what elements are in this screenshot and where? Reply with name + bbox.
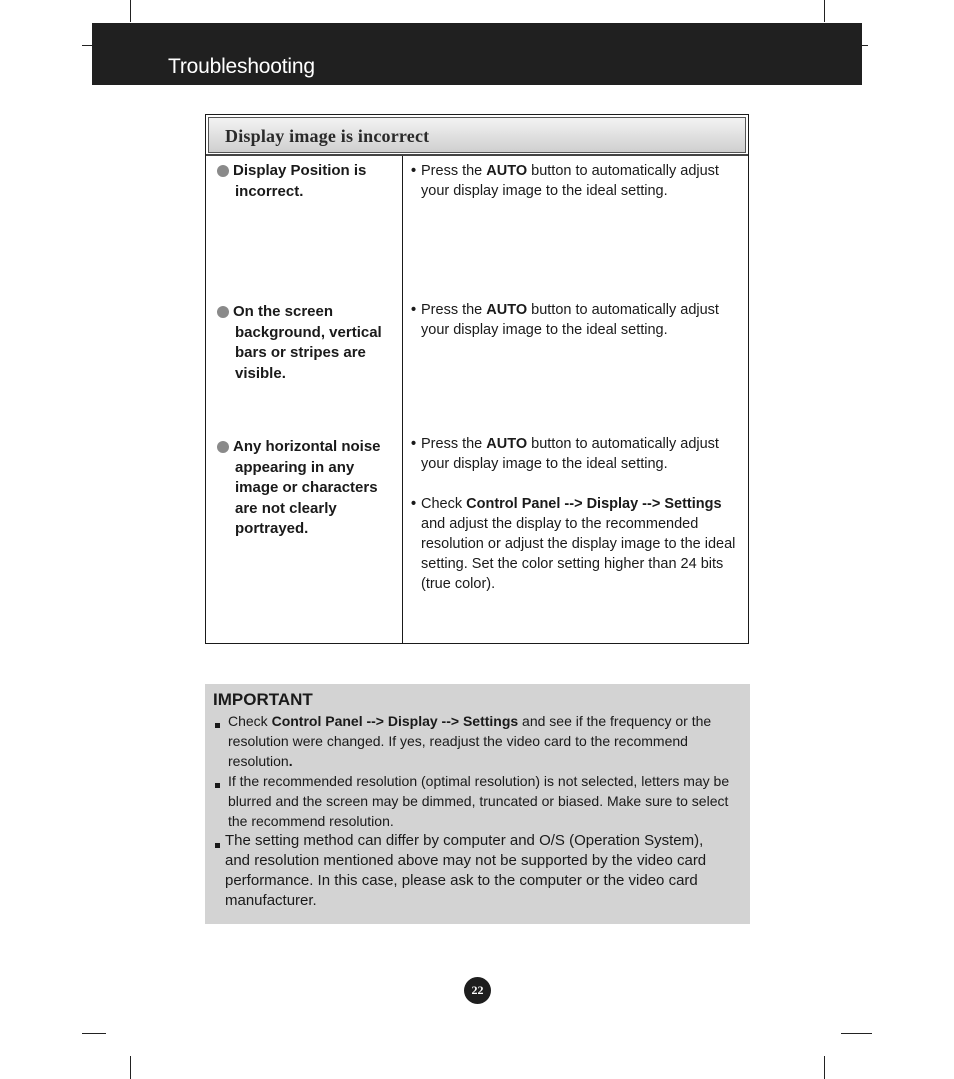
table-title: Display image is incorrect: [225, 126, 430, 146]
bold-term: AUTO: [486, 163, 528, 179]
troubleshooting-table: [205, 114, 749, 644]
bullet-icon: •: [411, 302, 417, 318]
square-bullet-icon: [215, 723, 220, 728]
bullet-dot-icon: [217, 306, 229, 318]
bullet-icon: •: [411, 163, 417, 179]
crop-mark: [862, 45, 868, 46]
symptom-item: [217, 437, 402, 540]
square-bullet-icon: [215, 783, 220, 788]
important-item: [215, 772, 740, 831]
crop-mark: [824, 0, 825, 22]
solution-item: [411, 161, 741, 201]
symptom-line: background, vertical: [235, 323, 382, 341]
symptom-line: On the screen: [233, 303, 334, 320]
solution-text: Press the AUTO button to automatically adjust your display image to the ideal setting.: [421, 302, 719, 338]
symptom-line: visible.: [235, 364, 286, 382]
symptom-line: bars or stripes are: [235, 344, 366, 361]
crop-mark: [130, 0, 131, 22]
symptom-item: [217, 161, 402, 202]
page-title: Troubleshooting: [168, 55, 315, 78]
symptom-item: [217, 302, 402, 384]
bullet-dot-icon: [217, 165, 229, 177]
symptom-line: portrayed.: [235, 520, 309, 537]
square-bullet-icon: [215, 843, 220, 848]
crop-mark: [824, 1056, 825, 1079]
important-text: The setting method can differ by computer and O/S (Operation System), and resolution mentioned above may not be supported by the video card performance. In this case, please ask to the computer or the video card manufacturer.: [225, 832, 707, 909]
symptom-line: image or characters: [235, 479, 378, 496]
important-note: [205, 684, 750, 924]
column-divider: [402, 156, 403, 643]
bold-term: Control Panel --> Display --> Settings: [466, 496, 722, 512]
bold-term: Control Panel --> Display --> Settings: [271, 713, 519, 729]
page-number: 22: [464, 977, 491, 1004]
crop-mark: [130, 1056, 131, 1079]
solution-item: [411, 434, 741, 474]
bold-term: AUTO: [486, 302, 528, 318]
bullet-icon: •: [411, 496, 417, 512]
solution-item: [411, 300, 741, 340]
crop-mark: [841, 1033, 872, 1034]
symptom-line: Any horizontal noise: [233, 438, 381, 455]
solution-text: Press the AUTO button to automatically adjust your display image to the ideal setting.: [421, 163, 719, 199]
crop-mark: [82, 1033, 106, 1034]
important-text: Check Control Panel --> Display --> Settings and see if the frequency or the resolution were changed. If yes, readjust the video card to the recommend resolution.: [228, 713, 712, 769]
symptom-line: are not clearly: [235, 499, 337, 517]
header-divider: [206, 154, 748, 156]
bullet-icon: •: [411, 436, 417, 452]
important-item: [215, 712, 740, 771]
important-text: If the recommended resolution (optimal resolution) is not selected, letters may be blurred and the screen may be dimmed, truncated or biased. Make sure to select the recommend resolution.: [228, 773, 730, 829]
symptom-line: appearing in any: [235, 458, 355, 476]
important-title: IMPORTANT: [213, 690, 313, 709]
symptom-line: Display Position is: [233, 162, 367, 179]
bullet-dot-icon: [217, 441, 229, 453]
table-header: [208, 117, 746, 153]
solution-item: [411, 494, 741, 594]
solution-text: Check Control Panel --> Display --> Settings and adjust the display to the recommended resolution or adjust the display image to the ideal setting. Set the color setting higher than 24 bits (true color).: [421, 496, 736, 592]
solution-text: Press the AUTO button to automatically adjust your display image to the ideal setting.: [421, 436, 719, 472]
symptom-line: incorrect.: [235, 182, 304, 200]
crop-mark: [82, 45, 92, 46]
bold-term: AUTO: [486, 436, 528, 452]
important-item: [215, 831, 740, 911]
